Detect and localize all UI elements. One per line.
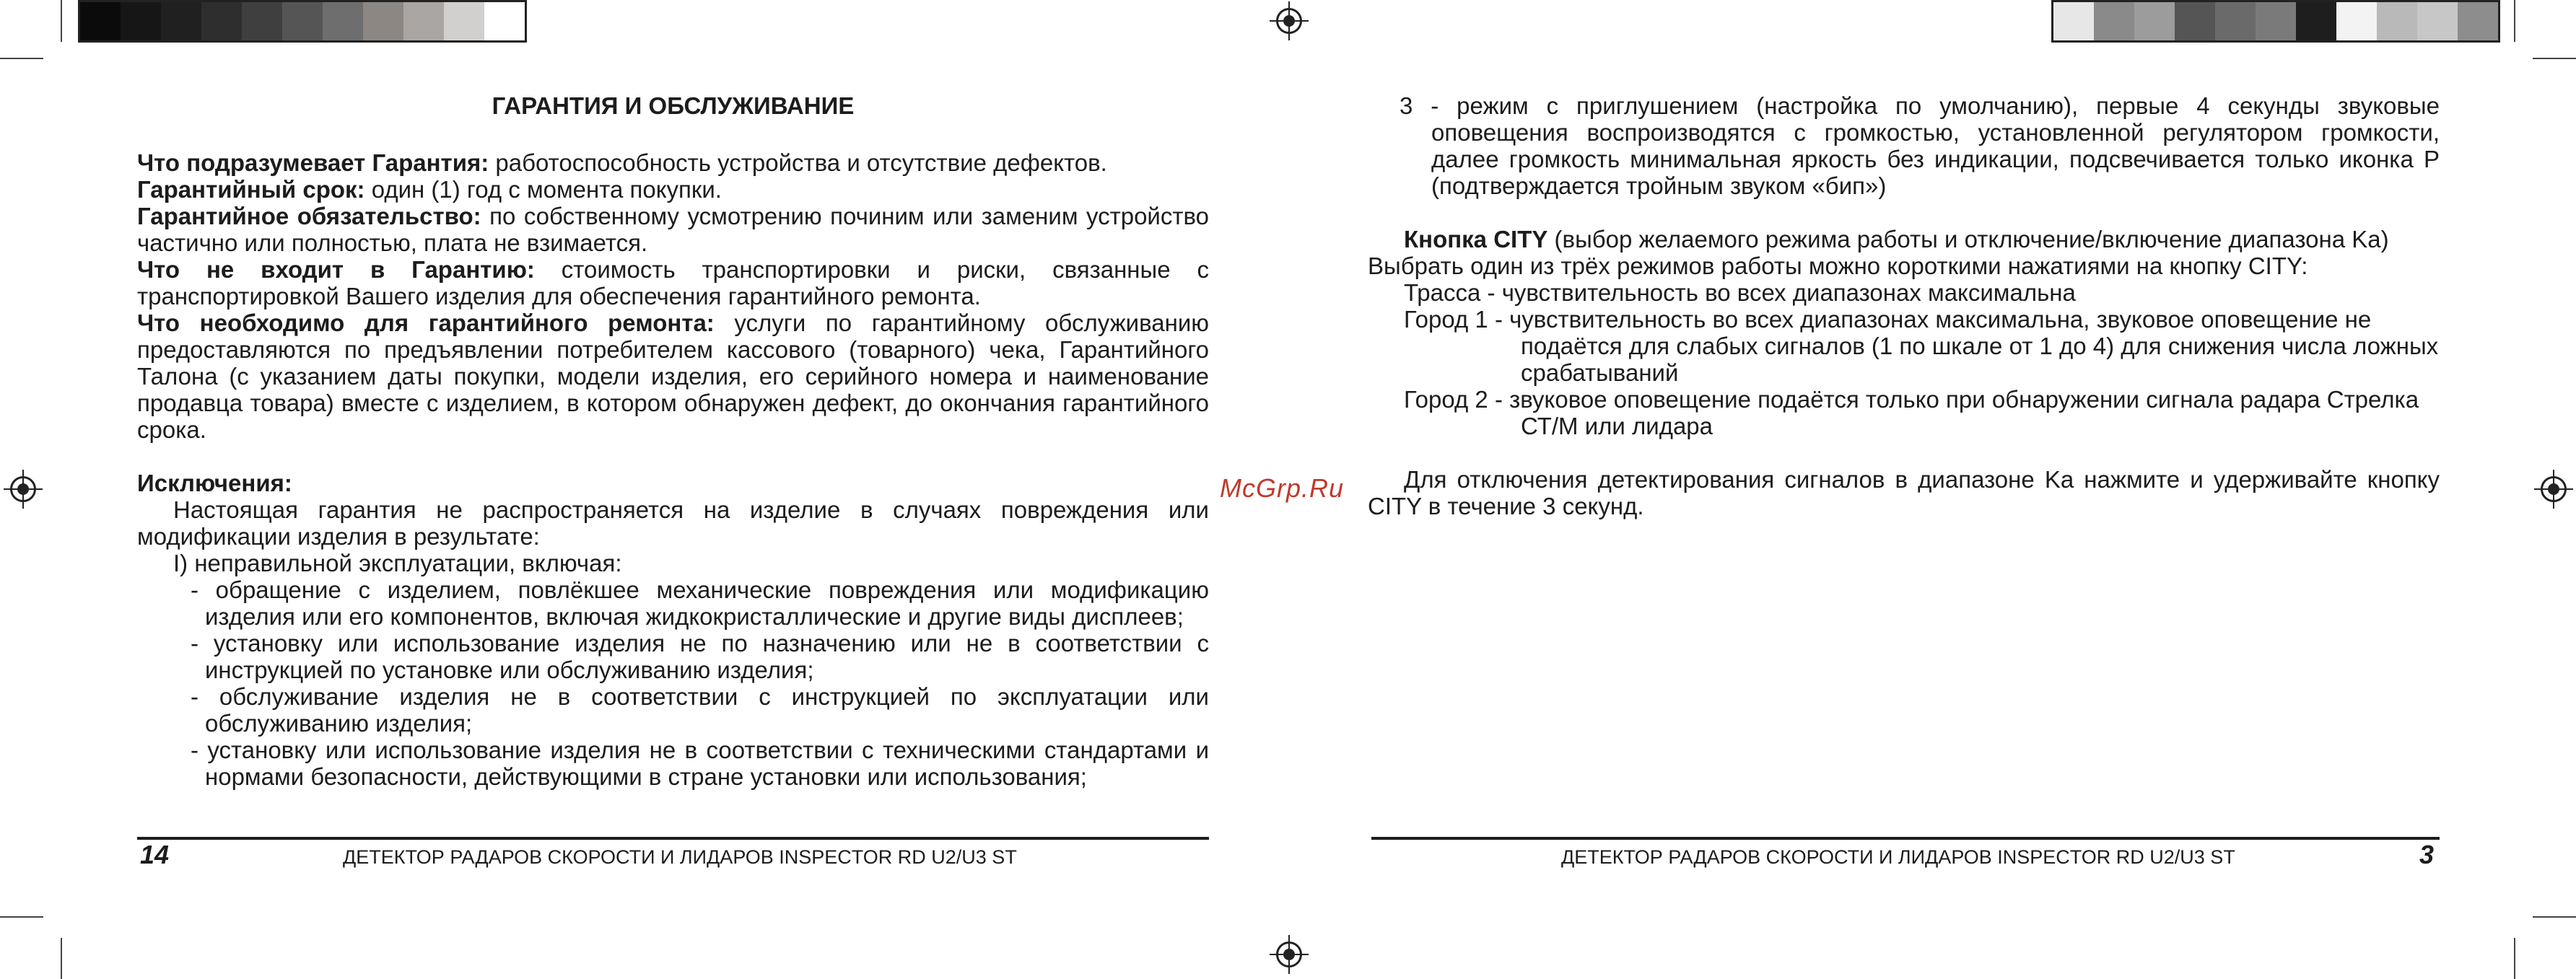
- color-swatch: [121, 2, 161, 40]
- city-button-heading: [1368, 226, 2440, 253]
- color-calibration-strip-right: [2051, 0, 2500, 43]
- warranty-paragraph: [137, 256, 1209, 309]
- footer-text-left: ДЕТЕКТОР РАДАРОВ СКОРОСТИ И ЛИДАРОВ INSPECTOR RD U2/U3 ST: [343, 846, 1017, 868]
- crop-mark: [2533, 58, 2576, 59]
- footer-rule-right: [1371, 837, 2440, 840]
- color-swatch: [403, 2, 444, 40]
- footer-text-right: ДЕТЕКТОР РАДАРОВ СКОРОСТИ И ЛИДАРОВ INSPECTOR RD U2/U3 ST: [1561, 846, 2235, 868]
- mode-item: Трасса - чувствительность во всех диапазонах максимальна: [1404, 279, 2076, 306]
- crop-mark: [2533, 916, 2576, 918]
- color-swatch: [2296, 2, 2336, 40]
- registration-mark-bottom: [1276, 941, 1302, 967]
- exclusion-subitem: - установку или использование изделия не по назначению или не в соответствии с инструкцией по установке или обслуживанию изделия;: [191, 630, 1209, 683]
- color-swatch: [2458, 2, 2498, 40]
- left-page: [137, 92, 1209, 790]
- color-swatch: [2417, 2, 2458, 40]
- crop-mark: [2514, 938, 2515, 979]
- bold-label: Что не входит в Гарантию:: [137, 256, 535, 283]
- crop-mark: [61, 0, 62, 42]
- color-swatch: [161, 2, 201, 40]
- crop-mark: [61, 938, 62, 979]
- color-swatch: [242, 2, 282, 40]
- exclusions-heading: Исключения:: [137, 470, 292, 496]
- registration-mark-left: [10, 476, 36, 502]
- ka-disable-text: Для отключения детектирования сигналов в диапазоне Ka нажмите и удерживайте кнопку CITY в течение 3 секунд.: [1368, 466, 2440, 519]
- color-swatch: [2256, 2, 2296, 40]
- mode-3-description: 3 - режим с приглушением (настройка по умолчанию), первые 4 секунды звуковые оповещения воспроизводятся с громкостью, установленной регулятором громкости, далее громкость минимальная яркость без индикации, подсвечивается только иконка P (подтверждается тройным звуком «бип»): [1400, 92, 2440, 199]
- color-calibration-strip-left: [78, 0, 527, 43]
- bold-label: Гарантийное обязательство:: [137, 203, 481, 229]
- color-swatch: [484, 2, 525, 40]
- choose-mode-text: Выбрать один из трёх режимов работы можно короткими нажатиями на кнопку CITY:: [1368, 253, 2308, 279]
- page-number-left: 14: [140, 840, 170, 869]
- color-swatch: [2134, 2, 2175, 40]
- warranty-paragraph: [137, 203, 1209, 256]
- color-swatch: [282, 2, 323, 40]
- crop-mark: [0, 916, 43, 918]
- exclusion-subitem: - обслуживание изделия не в соответствии с инструкцией по эксплуатации или обслуживанию изделия;: [191, 683, 1209, 737]
- page-title: ГАРАНТИЯ И ОБСЛУЖИВАНИЕ: [492, 92, 855, 119]
- warranty-paragraph: [137, 309, 1209, 443]
- paragraph-text: по собственному усмотрению починим или заменим устройство частично или полностью, плата не взимается.: [137, 203, 1209, 256]
- crop-mark: [0, 58, 43, 59]
- paragraph-text: услуги по гарантийному обслуживанию предоставляются по предъявлении потребителем кассового (товарного) чека, Гарантийного Талона (с указанием даты покупки, модели изделия, его серийного номера и наименование продавца товара) вместе с изделием, в котором обнаружен дефект, до окончания гарантийного срока.: [137, 309, 1209, 443]
- color-swatch: [80, 2, 121, 40]
- bold-label: Что подразумевает Гарантия:: [137, 149, 489, 176]
- paragraph-text: стоимость транспортировки и риски, связанные с транспортировкой Вашего изделия для обеспечения гарантийного ремонта.: [137, 256, 1209, 309]
- color-swatch: [2215, 2, 2256, 40]
- exclusion-subitem: - обращение с изделием, повлёкшее механические повреждения или модификацию изделия или его компонентов, включая жидкокристаллические и другие виды дисплеев;: [191, 576, 1209, 630]
- bold-label: Кнопка CITY: [1404, 226, 1548, 253]
- mode-item: Город 1 - чувствительность во всех диапазонах максимальна, звуковое оповещение не подаётся для слабых сигналов (1 по шкале от 1 до 4) для снижения числа ложных срабатываний: [1404, 306, 2439, 386]
- exclusion-subitem: - установку или использование изделия не в соответствии с техническими стандартами и нормами безопасности, действующими в стране установки или использования;: [191, 737, 1209, 790]
- paragraph-text: один (1) год с момента покупки.: [364, 176, 722, 203]
- color-swatch: [201, 2, 242, 40]
- color-swatch: [2053, 2, 2094, 40]
- color-swatch: [2094, 2, 2134, 40]
- page-number-right: 3: [2419, 840, 2435, 869]
- color-swatch: [444, 2, 484, 40]
- mode-item: Город 2 - звуковое оповещение подаётся только при обнаружении сигнала радара Стрелка СТ/М или лидара: [1404, 386, 2419, 439]
- warranty-paragraph: [137, 176, 1209, 203]
- color-swatch: [2336, 2, 2377, 40]
- exclusions-intro: Настоящая гарантия не распространяется на изделие в случаях повреждения или модификации изделия в результате:: [137, 496, 1209, 550]
- crop-mark: [2514, 0, 2515, 42]
- color-swatch: [363, 2, 403, 40]
- warranty-paragraph: [137, 149, 1209, 176]
- watermark: McGrp.Ru: [1220, 473, 1345, 503]
- paragraph-text: (выбор желаемого режима работы и отключение/включение диапазона Ka): [1547, 226, 2389, 253]
- bold-label: Что необходимо для гарантийного ремонта:: [137, 309, 715, 336]
- color-swatch: [2175, 2, 2215, 40]
- registration-mark-right: [2541, 476, 2567, 502]
- color-swatch: [323, 2, 363, 40]
- right-page: [1368, 92, 2440, 519]
- bold-label: Гарантийный срок:: [137, 176, 365, 203]
- exclusion-item: I) неправильной эксплуатации, включая:: [173, 550, 622, 576]
- color-swatch: [2377, 2, 2417, 40]
- footer-rule-left: [137, 837, 1209, 840]
- registration-mark-top: [1276, 8, 1302, 34]
- paragraph-text: работоспособность устройства и отсутствие дефектов.: [489, 149, 1107, 176]
